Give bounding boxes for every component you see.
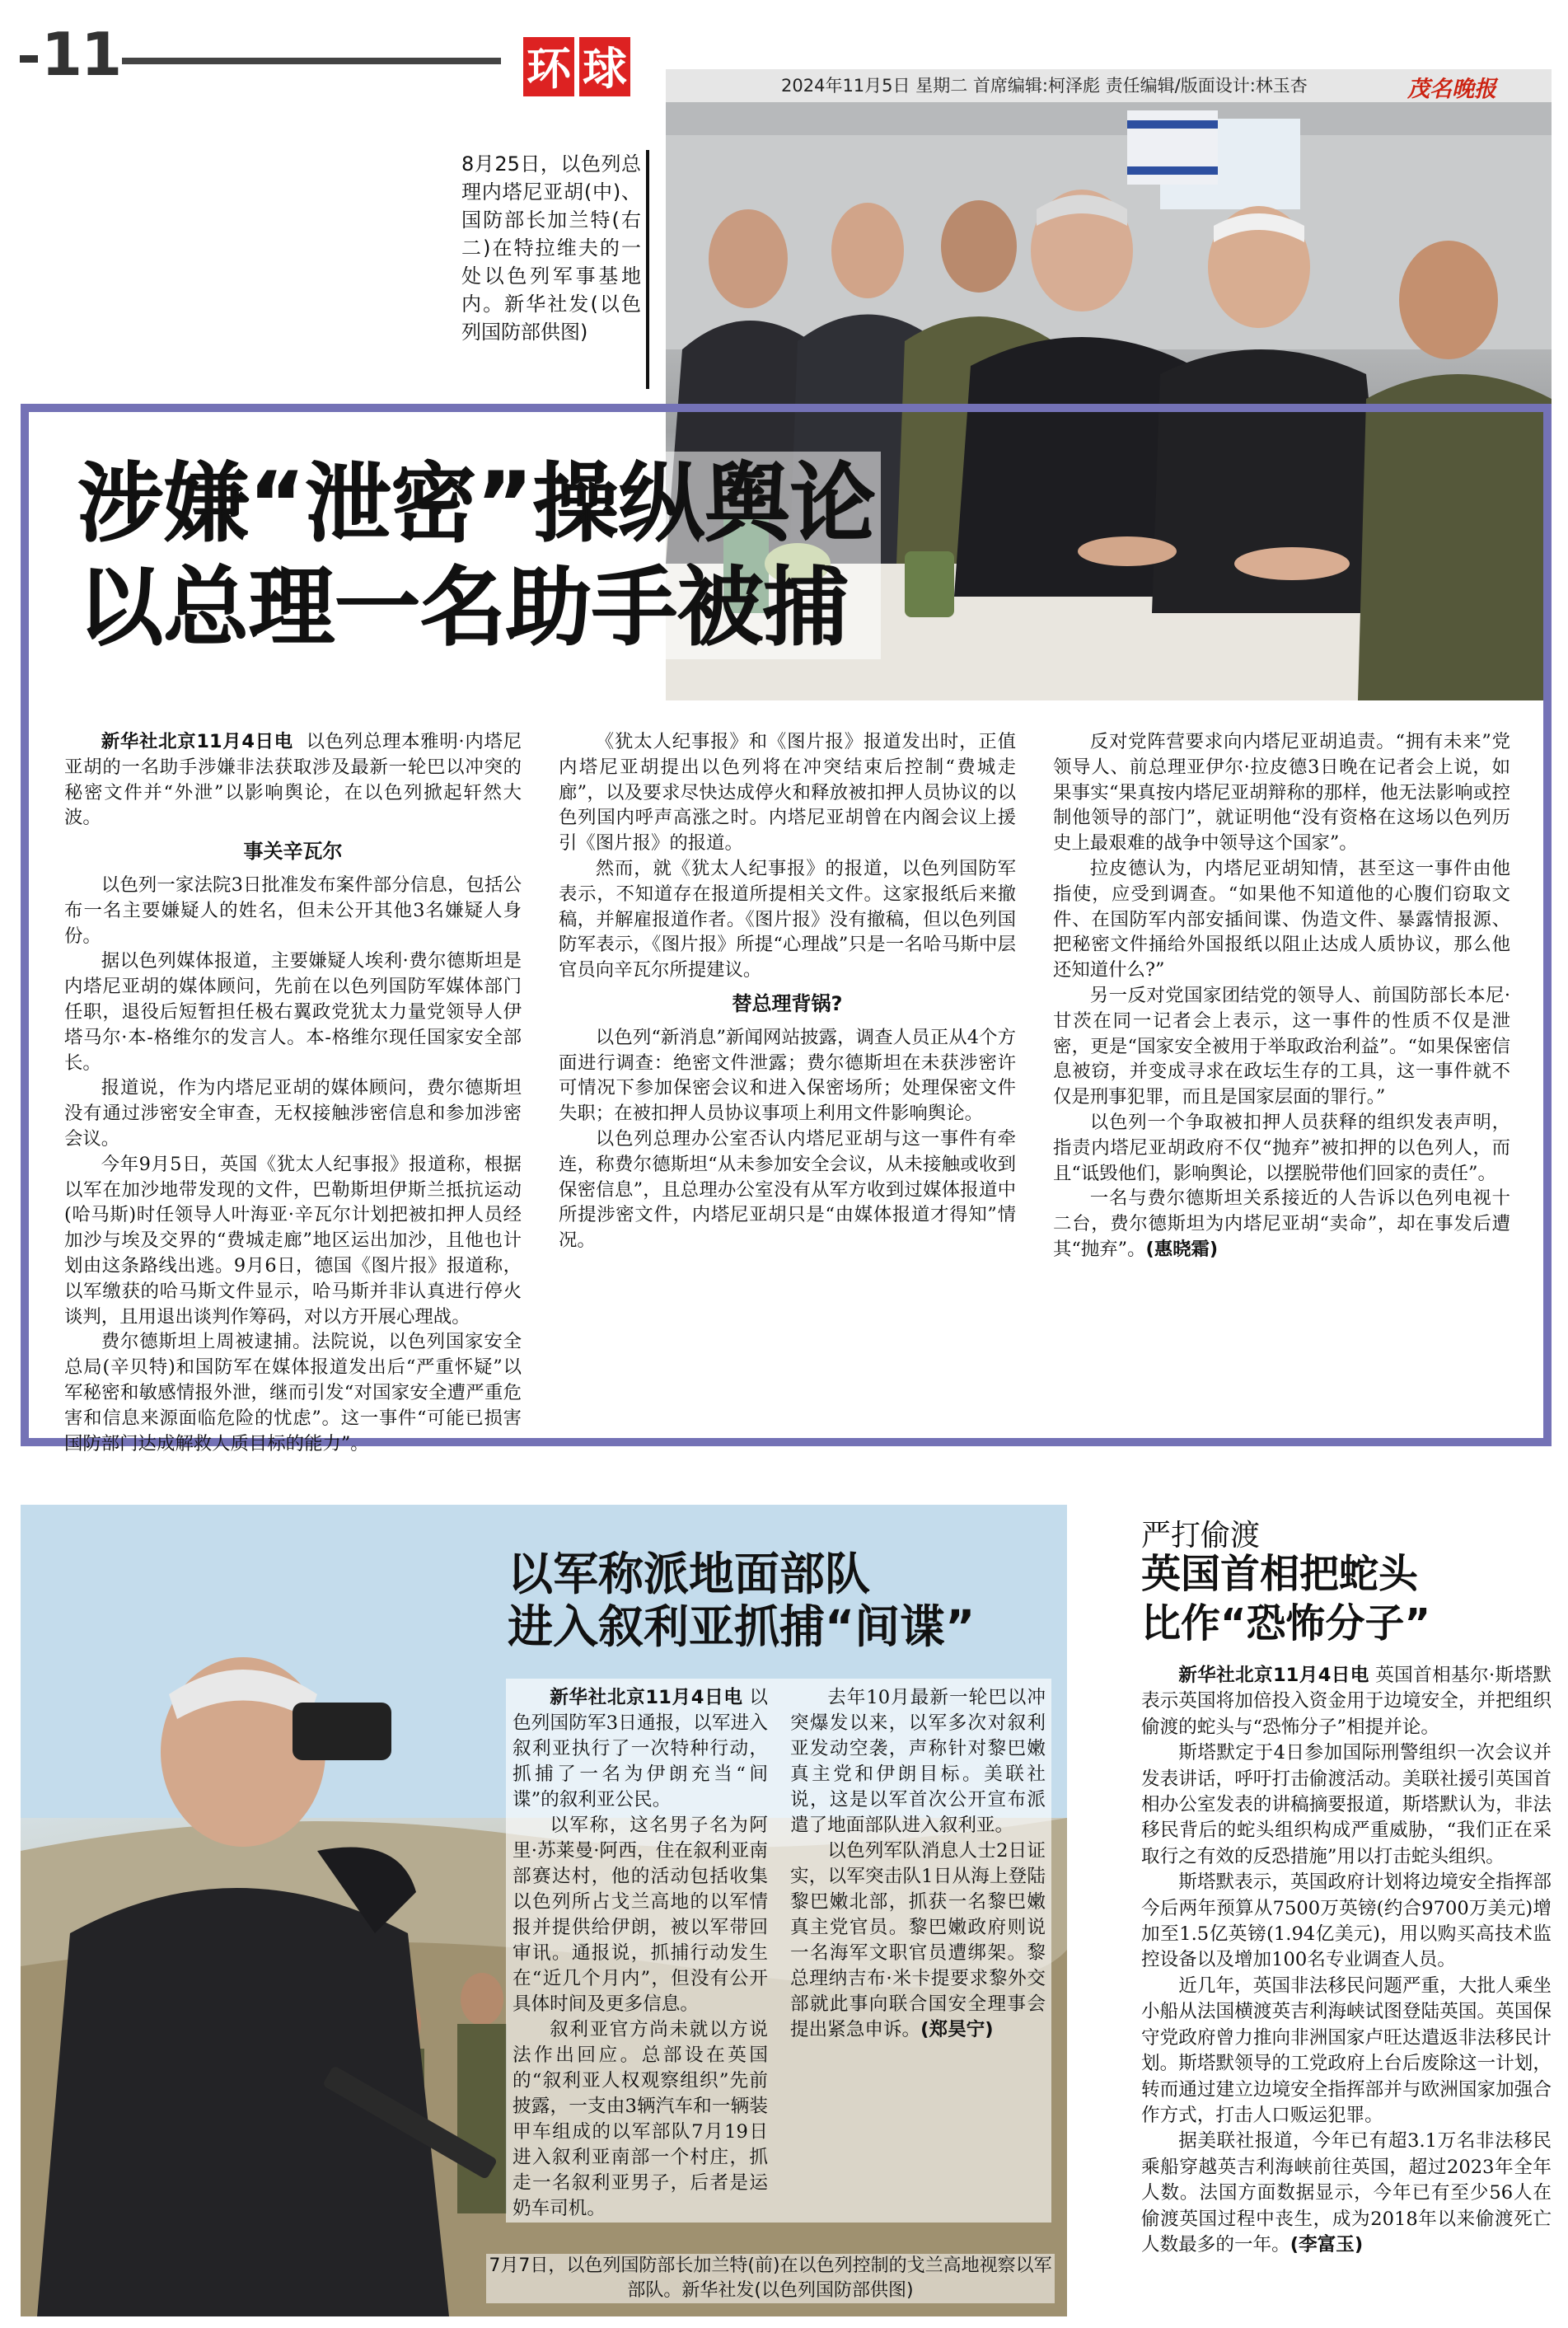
main-story-lead [64,729,522,831]
story3-headline-line-2: 比作“恐怖分子” [1141,1600,1431,1646]
story3-dateline: 新华社北京11月4日电 [1178,1665,1369,1686]
byline: (惠晓霜) [1145,1238,1219,1260]
story2-headline-line-2: 进入叙利亚抓捕“间谍” [508,1600,976,1653]
newspaper-brand: 茂名晚报 [1407,77,1496,102]
paragraph: 斯塔默定于4日参加国际刑警组织一次会议并发表讲话，呼吁打击偷渡活动。美联社援引英国首相办公室发表的讲稿摘要报道，斯塔默认为，非法移民背后的蛇头组织构成严重威胁，“我们正在采取行之有效的反恐措施”用以打击蛇头组织。 [1141,1742,1552,1867]
main-story-column-1 [64,729,522,1454]
subhead-2: 替总理背锅? [732,991,843,1015]
paragraph: 叙利亚官方尚未就以方说法作出回应。总部设在英国的“叙利亚人权观察组织”先前披露，一支由3辆汽车和一辆装甲车组成的以军部队7月19日进入叙利亚南部一个村庄，抓走一名叙利亚男子，后者是运奶车司机。 [513,2019,768,2219]
main-headline [73,452,881,659]
story2-headline [508,1548,975,1653]
paragraph: 近几年，英国非法移民问题严重，大批人乘坐小船从法国横渡英吉利海峡试图登陆英国。英国保守党政府曾力推向非洲国家卢旺达遣返非法移民计划。斯塔默领导的工党政府上台后废除这一计划，转而通过建立边境安全指挥部并与欧洲国家加强合作方式，打击人口贩运犯罪。 [1141,1974,1552,2126]
paragraph-text: 一名与费尔德斯坦关系接近的人告诉以色列电视十二台，费尔德斯坦为内塔尼亚胡“卖命”，却在事发后遭其“抛弃”。 [1053,1187,1510,1260]
main-lead-text: 以色列总理本雅明·内塔尼亚胡的一名助手涉嫌非法获取涉及最新一轮巴以冲突的秘密文件并“外泄”以影响舆论，在以色列掀起轩然大波。 [64,731,522,829]
paragraph: 然而，就《犹太人纪事报》的报道，以色列国防军表示，不知道存在报道所提相关文件。这家报纸后来撤稿，并解雇报道作者。《图片报》没有撤稿，但以色列国防军表示，《图片报》所提“心理战”只是一名哈马斯中层官员向辛瓦尔所提建议。 [559,857,1016,981]
golan-photo-caption: 7月7日，以色列国防部长加兰特(前)在以色列控制的戈兰高地视察以军部队。新华社发(以色列国防部供图) [486,2254,1055,2303]
page-number-dash [20,55,38,63]
story2-headline-line-1: 以军称派地面部队 [508,1548,871,1600]
paragraph: 以色列一个争取被扣押人员获释的组织发表声明，指责内塔尼亚胡政府不仅“抛弃”被扣押的以色列人，而且“诋毁他们，影响舆论，以摆脱带他们回家的责任”。 [1053,1111,1510,1184]
paragraph: 斯塔默表示，英国政府计划将边境安全指挥部今后两年预算从7500万英镑(约合9700万美元)增加至1.5亿英镑(1.94亿美元)，用以购买高技术监控设备以及增加100名专业调查人员。 [1141,1871,1552,1971]
section-tag [521,35,633,101]
caption-rule [646,150,649,389]
paragraph: 以色列“新消息”新闻网站披露，调查人员正从4个方面进行调查：绝密文件泄露；费尔德斯坦在未获涉密许可情况下参加保密会议和进入保密场所；处理保密文件失职；在被扣押人员协议事项上利用文件影响舆论。 [559,1026,1016,1125]
byline: (郑昊宁) [920,2019,994,2040]
main-headline-line-1: 涉嫌“泄密”操纵舆论 [73,452,881,555]
story3-kicker: 严打偷渡 [1141,1519,1261,1553]
paragraph: 报道说，作为内塔尼亚胡的媒体顾问，费尔德斯坦没有通过涉密安全审查，无权接触涉密信息和参加涉密会议。 [64,1077,522,1150]
main-headline-line-2: 以总理一名助手被捕 [73,555,881,659]
paragraph: 拉皮德认为，内塔尼亚胡知情，甚至这一事件由他指使，应受到调查。“如果他不知道他的心腹们窃取文件、在国防军内部安插间谍、伪造文件、暴露情报源、把秘密文件捅给外国报纸以阻止达成人质协议，那么他还知道什么?” [1053,857,1510,981]
paragraph-text: 以色列国防军3日通报，以军进入叙利亚执行了一次特种行动，抓捕了一名为伊朗充当“间谍”的叙利亚公民。 [513,1687,769,1810]
paragraph-text: 据美联社报道，今年已有超3.1万名非法移民乘船穿越英吉利海峡前往英国，超过2023年全年人数。法国方面数据显示，今年已有至少56人在偷渡英国过程中丧生，成为2018年以来偷渡死亡人数最多的一年。 [1141,2130,1552,2255]
paragraph: 另一反对党国家团结党的领导人、前国防部长本尼·甘茨在同一记者会上表示，这一事件的性质不仅是泄密，更是“国家安全被用于举取政治利益”。“如果保密信息被窃，并变成寻求在政坛生存的工具，这一事件就不仅是刑事犯罪，而且是国家层面的罪行。” [1053,984,1510,1108]
story2-column-2 [790,1685,1046,2043]
paragraph: 以军称，这名男子名为阿里·苏莱曼·阿西，住在叙利亚南部赛达村，他的活动包括收集以色列所占戈兰高地的以军情报并提供给伊朗，被以军带回审讯。通报说，抓捕行动发生在“近几个月内”，但没有公开具体时间及更多信息。 [513,1815,768,2015]
paragraph: 《犹太人纪事报》和《图片报》报道发出时，正值内塔尼亚胡提出以色列将在冲突结束后控制“费城走廊”，以及要求尽快达成停火和释放被扣押人员协议的以色列国内呼声高涨之时。内塔尼亚胡曾在内阁会议上援引《图片报》的报道。 [559,731,1016,855]
paragraph [1053,1186,1510,1262]
story2-column-1 [513,1685,769,2219]
section-char-1: 环 [521,35,577,99]
page-number [20,20,121,89]
issue-info: 2024年11月5日 星期二 首席编辑:柯泽彪 责任编辑/版面设计:林玉杏 [666,69,1552,102]
paragraph: 以色列总理办公室否认内塔尼亚胡与这一事件有牵连，称费尔德斯坦“从未参加安全会议，从未接触或收到保密信息”，且总理办公室没有从军方收到过媒体报道中所提涉密文件，内塔尼亚胡只是“由媒体报道才得知”情况。 [559,1127,1016,1252]
paragraph: 今年9月5日，英国《犹太人纪事报》报道称，根据以军在加沙地带发现的文件，巴勒斯坦伊斯兰抵抗运动(哈马斯)时任领导人叶海亚·辛瓦尔计划把被扣押人员经加沙与埃及交界的“费城走廊”地区运出加沙，且他也计划由这条路线出逃。9月6日，德国《图片报》报道称，以军缴获的哈马斯文件显示，哈马斯并非认真进行停火谈判，且用退出谈判作筹码，对以方开展心理战。 [64,1153,522,1328]
paragraph [513,1685,768,1813]
story2-dateline: 新华社北京11月4日电 [550,1687,743,1708]
paragraph: 以色列一家法院3日批准发布案件部分信息，包括公布一名主要嫌疑人的姓名，但未公开其他3名嫌疑人身份。 [64,874,522,947]
paragraph-text: 以色列军队消息人士2日证实，以军突击队1日从海上登陆黎巴嫩北部，抓获一名黎巴嫩真主党官员。黎巴嫩政府则说一名海军文职官员遭绑架。黎总理纳吉布·米卡提要求黎外交部就此事向联合国安全理事会提出紧急申诉。 [790,1840,1046,2040]
paragraph: 据以色列媒体报道，主要嫌疑人埃利·费尔德斯坦是内塔尼亚胡的媒体顾问，先前在以色列国防军媒体部门任职，退役后短暂担任极右翼政党犹太力量党领导人伊塔马尔·本-格维尔的发言人。本-格维尔现任国家安全部长。 [64,950,522,1074]
paragraph [790,1839,1046,2043]
story3-headline [1141,1549,1430,1648]
page-number-text: 11 [41,20,121,89]
byline: (李富玉) [1290,2233,1364,2255]
story3-headline-line-1: 英国首相把蛇头 [1141,1551,1419,1597]
story2-body [506,1679,1051,2223]
subhead-1: 事关辛瓦尔 [243,840,343,864]
paragraph: 费尔德斯坦上周被逮捕。法院说，以色列国家安全总局(辛贝特)和国防军在媒体报道发出后“严重怀疑”以军秘密和敏感情报外泄，继而引发“对国家安全遭严重危害和信息来源面临危险的忧虑”。这一事件“可能已损害国防部门达成解救人质目标的能力”。 [64,1331,522,1454]
main-story-column-3 [1053,729,1510,1262]
main-story-body [64,729,1514,1454]
paragraph [1141,2129,1552,2258]
header-rule [122,58,501,64]
story3-body [1141,1663,1552,2258]
paragraph: 去年10月最新一轮巴以冲突爆发以来，以军多次对叙利亚发动空袭，声称针对黎巴嫩真主党和伊朗目标。美联社说，这是以军首次公开宣布派遣了地面部队进入叙利亚。 [790,1687,1046,1836]
paragraph: 反对党阵营要求向内塔尼亚胡追责。“拥有未来”党领导人、前总理亚伊尔·拉皮德3日晚在记者会上说，如果事实“果真按内塔尼亚胡辩称的那样，他无法影响或控制他领导的部门”，就证明他“没有资格在这场以色列历史上最艰难的战争中领导这个国家”。 [1053,731,1510,855]
section-char-2: 球 [577,35,633,99]
main-dateline: 新华社北京11月4日电 [101,731,293,752]
paragraph [1141,1663,1552,1740]
top-photo-caption: 8月25日，以色列总理内塔尼亚胡(中)、国防部长加兰特(右二)在特拉维夫的一处以色列军事基地内。新华社发(以色列国防部供图) [461,152,641,344]
main-story-column-2 [559,729,1016,1252]
paragraph-text: 英国首相基尔·斯塔默表示英国将加倍投入资金用于边境安全，并把组织偷渡的蛇头与“恐怖分子”相提并论。 [1141,1665,1552,1738]
